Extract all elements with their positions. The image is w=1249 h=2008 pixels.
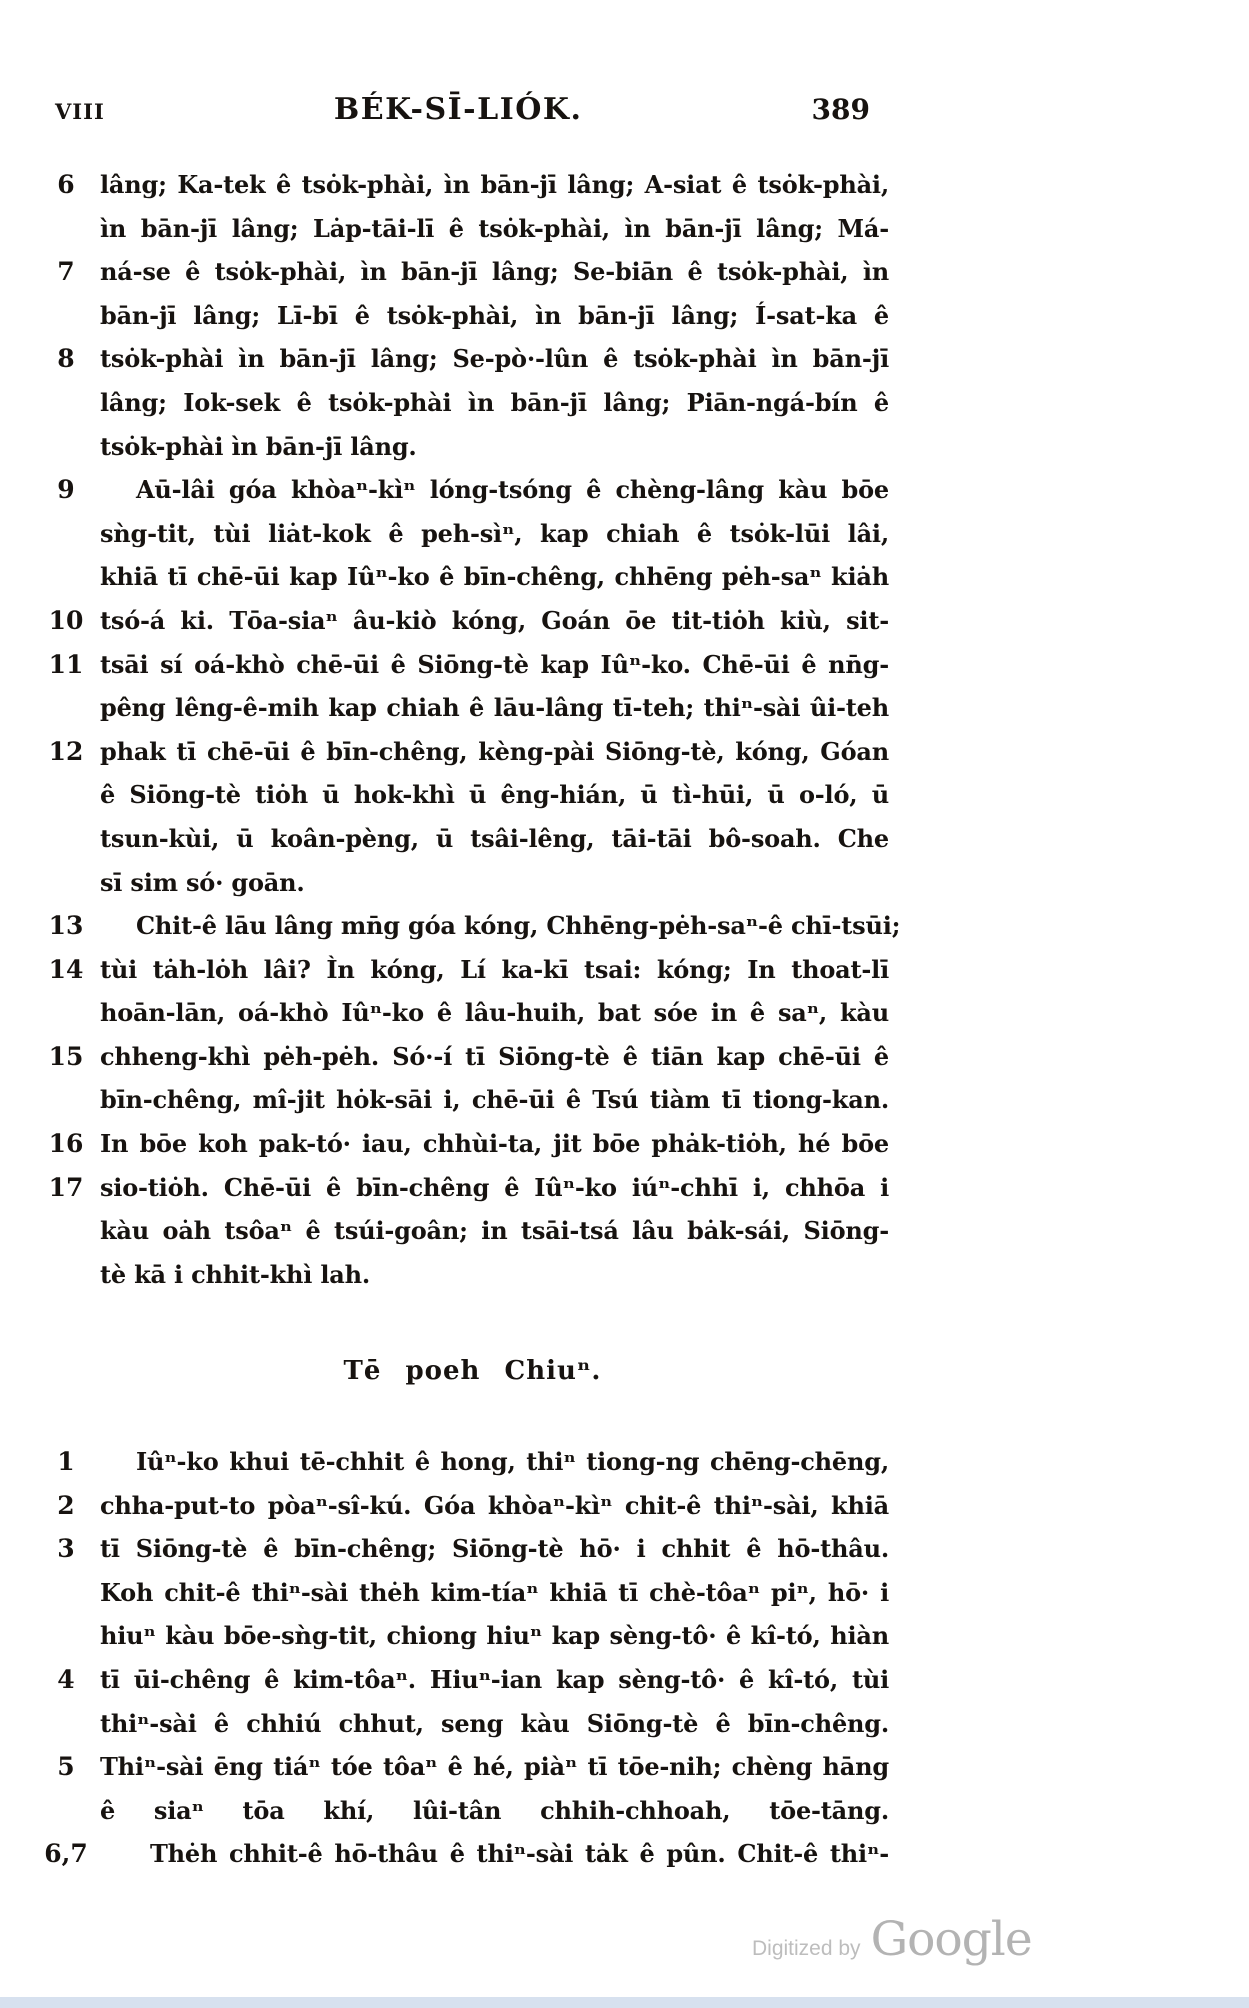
- verse-number: 13: [48, 911, 84, 941]
- verse-text: tùi tȧh-lȯh lâi? Ìn kóng, Lí ka-kī tsai: kóng; In thoat-lī: [100, 954, 889, 984]
- verse-number: 11: [48, 649, 84, 679]
- verse-line: [0, 686, 895, 730]
- verse-line: [0, 773, 895, 817]
- running-head-chapter-roman: VIII: [55, 99, 105, 124]
- verse-number: 16: [48, 1129, 84, 1159]
- verse-number: 4: [57, 1664, 75, 1694]
- verse-number: 5: [57, 1752, 75, 1782]
- verse-line: [0, 1571, 895, 1615]
- verse-text: tsȯk-phài ìn bān-jī lâng.: [100, 431, 417, 461]
- verse-number: 14: [48, 954, 84, 984]
- verse-text: tsȯk-phài ìn bān-jī lâng; Se-pò·-lûn ê tsȯk-phài ìn bān-jī: [100, 344, 889, 374]
- verse-text: tsāi sí oá-khò chē-ūi ê Siōng-tè kap Iûⁿ-ko. Chē-ūi ê nn̄g-: [100, 649, 889, 679]
- verse-text: tī Siōng-tè ê bīn-chêng; Siōng-tè hō· i chhit ê hō-thâu.: [100, 1534, 889, 1564]
- verse-text: chha-put-to pòaⁿ-sî-kú. Góa khòaⁿ-kìⁿ chit-ê thiⁿ-sài, khiā: [100, 1490, 889, 1520]
- verse-text: sio-tiȯh. Chē-ūi ê bīn-chêng ê Iûⁿ-ko iúⁿ-chhī i, chhōa i: [100, 1172, 889, 1202]
- verse-line: [0, 1527, 895, 1571]
- verse-number: 1: [57, 1447, 75, 1476]
- verse-text: lâng; Iok-sek ê tsȯk-phài ìn bān-jī lâng; Piān-ngá-bín ê: [100, 387, 889, 417]
- verse-number: 17: [48, 1172, 84, 1202]
- verse-text: tsun-kùi, ū koân-pèng, ū tsâi-lêng, tāi-tāi bô-soah. Che: [100, 823, 889, 853]
- verse-line: [0, 555, 895, 599]
- verse-line: [0, 643, 895, 687]
- verse-line: [0, 1253, 895, 1297]
- verse-line: [0, 730, 895, 774]
- verse-text: ê siaⁿ tōa khí, lûi-tân chhih-chhoah, tōe-tāng.: [100, 1795, 889, 1825]
- verse-number: 6,7: [44, 1839, 88, 1869]
- chapter7-verse-block: [0, 163, 901, 1296]
- verse-line: [0, 817, 895, 861]
- verse-line: [0, 1832, 895, 1876]
- verse-text: phak tī chē-ūi ê bīn-chêng, kèng-pài Siōng-tè, kóng, Góan: [100, 736, 889, 766]
- verse-text: sī sim só· goān.: [100, 867, 305, 897]
- verse-line: [0, 250, 895, 294]
- page-title: BÉK-SĪ-LIÓK.: [333, 92, 583, 127]
- verse-text: tsó-á ki. Tōa-siaⁿ âu-kiò kóng, Goán ōe tit-tiȯh kiù, sit-: [100, 605, 889, 635]
- verse-line: [0, 904, 901, 948]
- verse-line: [0, 991, 895, 1035]
- verse-text: khiā tī chē-ūi kap Iûⁿ-ko ê bīn-chêng, chhēng pėh-saⁿ kiȧh: [100, 562, 889, 592]
- verse-text: kàu oȧh tsôaⁿ ê tsúi-goân; in tsāi-tsá lâu bȧk-sái, Siōng-: [100, 1216, 889, 1246]
- verse-line: [0, 1614, 895, 1658]
- verse-line: [0, 381, 895, 425]
- watermark: [752, 1912, 1032, 1967]
- chapter-heading: Tē poeh Chiuⁿ.: [343, 1356, 602, 1386]
- verse-line: [0, 1035, 895, 1079]
- chapter8-verse-block: [0, 1440, 895, 1876]
- verse-text: ê Siōng-tè tiȯh ū hok-khì ū êng-hián, ū tì-hūi, ū o-ló, ū: [100, 780, 889, 810]
- verse-line: [0, 512, 895, 556]
- verse-text: ná-se ê tsȯk-phài, ìn bān-jī lâng; Se-biān ê tsȯk-phài, ìn: [100, 257, 889, 287]
- verse-text: Thėh chhit-ê hō-thâu ê thiⁿ-sài tȧk ê pûn. Chit-ê thiⁿ-: [150, 1839, 889, 1869]
- verse-text: tī ūi-chêng ê kim-tôaⁿ. Hiuⁿ-ian kap sèng-tô· ê kî-tó, tùi: [100, 1664, 889, 1694]
- verse-line: [0, 1078, 895, 1122]
- verse-line: [0, 948, 895, 992]
- page-bottom-edge: [0, 1997, 1249, 2008]
- verse-text: ìn bān-jī lâng; Lȧp-tāi-lī ê tsȯk-phài, ìn bān-jī lâng; Má-: [100, 213, 889, 243]
- verse-number: 12: [48, 736, 84, 766]
- verse-text: Aū-lâi góa khòaⁿ-kìⁿ lóng-tsóng ê chèng-lâng kàu bōe: [136, 475, 889, 505]
- verse-line: [0, 294, 895, 338]
- verse-line: [0, 468, 895, 512]
- verse-line: [0, 425, 895, 469]
- verse-line: [0, 1702, 895, 1746]
- verse-text: hoān-lān, oá-khò Iûⁿ-ko ê lâu-huih, bat sóe in ê saⁿ, kàu: [100, 998, 889, 1028]
- verse-line: [0, 1166, 895, 1210]
- verse-text: bīn-chêng, mî-jit hȯk-sāi i, chē-ūi ê Tsú tiàm tī tiong-kan.: [100, 1085, 889, 1115]
- verse-number: 8: [57, 344, 75, 374]
- verse-text: thiⁿ-sài ê chhiú chhut, seng kàu Siōng-tè ê bīn-chêng.: [100, 1708, 889, 1738]
- verse-line: [0, 1658, 895, 1702]
- verse-number: 6: [57, 170, 75, 199]
- digitized-by-text: Digitized by: [752, 1937, 861, 1960]
- verse-number: 3: [57, 1534, 75, 1564]
- page-number: 389: [811, 93, 870, 126]
- verse-text: pêng lêng-ê-mih kap chiah ê lāu-lâng tī-teh; thiⁿ-sài ûi-teh: [100, 693, 889, 723]
- verse-line: [0, 337, 895, 381]
- verse-line: [0, 1745, 895, 1789]
- verse-number: 7: [57, 257, 75, 287]
- google-logo-text: Google: [870, 1912, 1032, 1967]
- verse-line: [0, 1122, 895, 1166]
- verse-line: [0, 207, 895, 251]
- verse-line: [0, 163, 895, 207]
- verse-text: bān-jī lâng; Lī-bī ê tsȯk-phài, ìn bān-jī lâng; Í-sat-ka ê: [100, 300, 889, 330]
- verse-number: 9: [57, 475, 75, 505]
- verse-text: tè kā i chhit-khì lah.: [100, 1259, 371, 1289]
- verse-text: Koh chit-ê thiⁿ-sài thėh kim-tíaⁿ khiā tī chè-tôaⁿ piⁿ, hō· i: [100, 1577, 889, 1607]
- verse-line: [0, 1789, 895, 1833]
- verse-text: Thiⁿ-sài ēng tiáⁿ tóe tôaⁿ ê hé, piàⁿ tī tōe-nih; chèng hāng: [100, 1752, 889, 1782]
- verse-number: 2: [57, 1490, 75, 1520]
- verse-line: [0, 861, 895, 905]
- verse-text: Chit-ê lāu lâng mn̄g góa kóng, Chhēng-pėh-saⁿ-ê chī-tsūi;: [136, 911, 901, 941]
- verse-line: [0, 1440, 895, 1484]
- page-header: [55, 92, 870, 127]
- verse-text: sǹg-tit, tùi liȧt-kok ê peh-sìⁿ, kap chiah ê tsȯk-lūi lâi,: [100, 518, 889, 548]
- verse-text: In bōe koh pak-tó· iau, chhùi-ta, jit bōe phȧk-tiȯh, hé bōe: [100, 1129, 889, 1159]
- verse-text: lâng; Ka-tek ê tsȯk-phài, ìn bān-jī lâng; A-siat ê tsȯk-phài,: [100, 170, 889, 199]
- verse-text: hiuⁿ kàu bōe-sǹg-tit, chiong hiuⁿ kap sèng-tô· ê kî-tó, hiàn: [100, 1621, 889, 1651]
- verse-line: [0, 1484, 895, 1528]
- verse-line: [0, 1209, 895, 1253]
- verse-text: Iûⁿ-ko khui tē-chhit ê hong, thiⁿ tiong-ng chēng-chēng,: [136, 1447, 889, 1476]
- verse-number: 10: [48, 605, 84, 635]
- verse-text: chheng-khì pėh-pėh. Só·-í tī Siōng-tè ê tiān kap chē-ūi ê: [100, 1041, 889, 1071]
- verse-number: 15: [48, 1041, 84, 1071]
- verse-line: [0, 599, 895, 643]
